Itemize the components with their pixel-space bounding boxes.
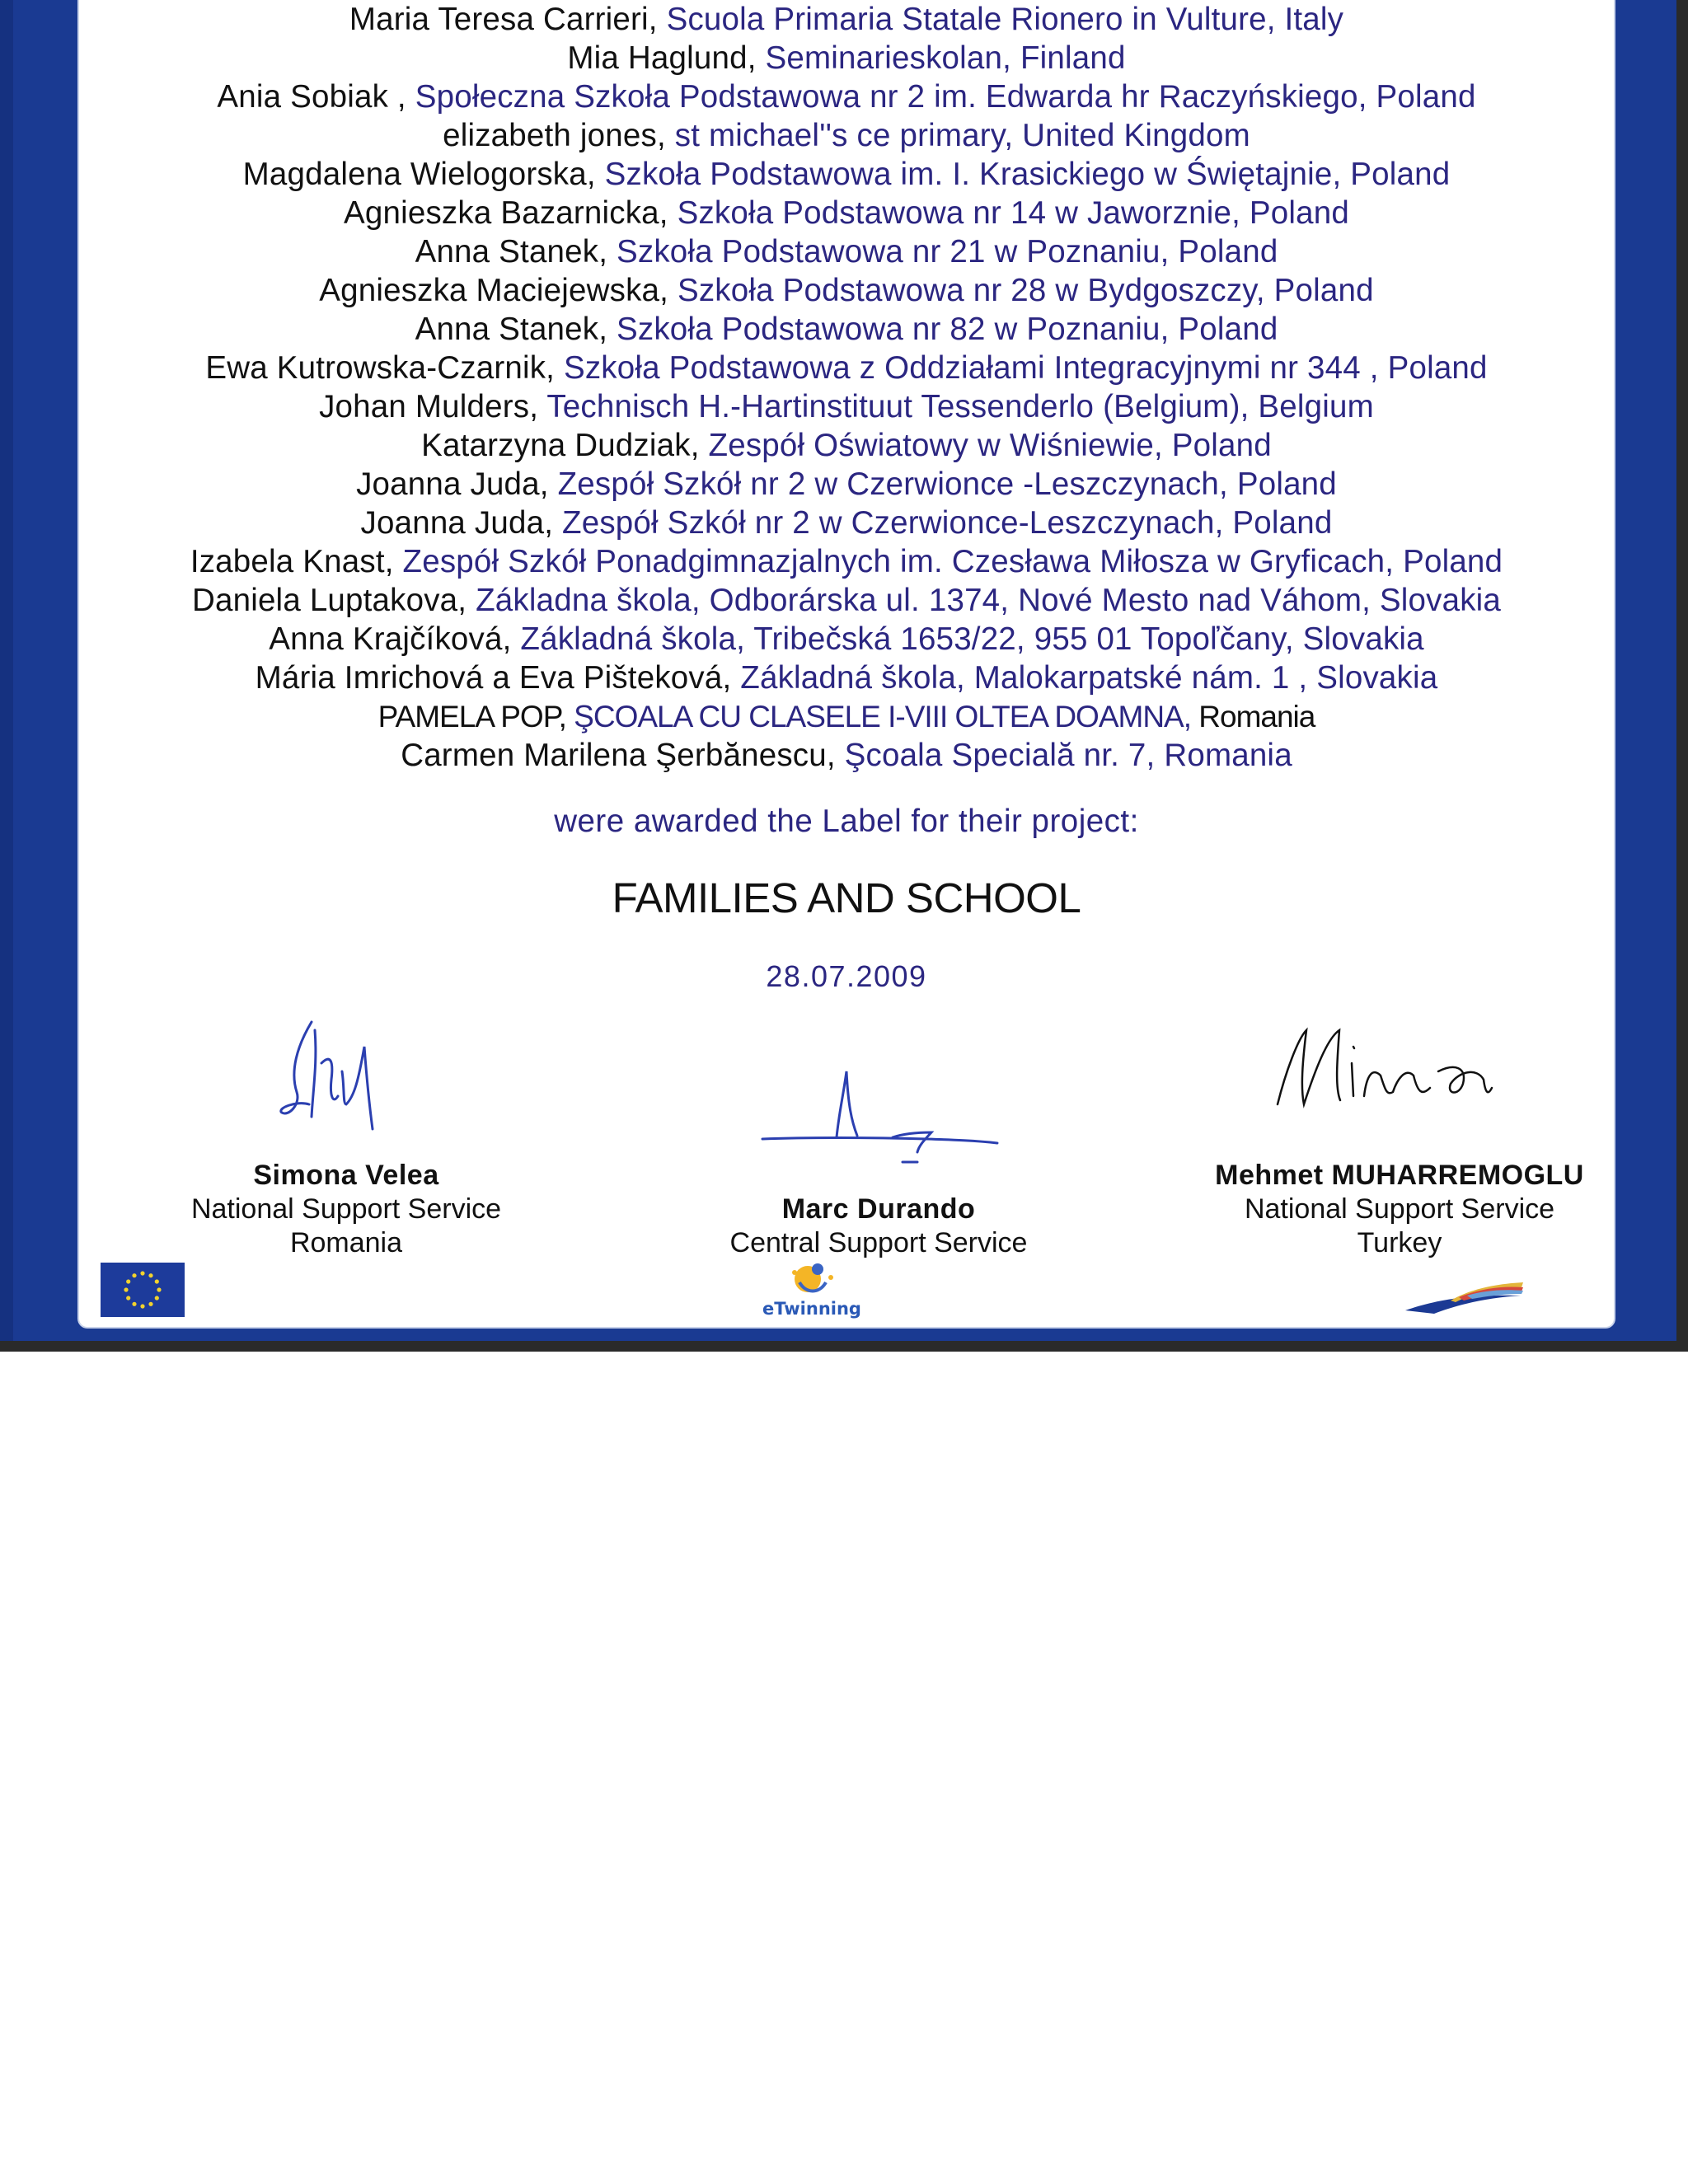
participant-row	[79, 155, 1614, 194]
participant-school: Zespół Oświatowy w Wiśniewie, Poland	[708, 428, 1272, 463]
border-right-edge	[1676, 0, 1688, 1352]
lifelong-learning-icon	[1401, 1276, 1525, 1317]
signer-right	[1169, 1159, 1630, 1260]
participant-name: Carmen Marilena Şerbănescu,	[401, 738, 845, 773]
participant-country: Romania	[1198, 700, 1315, 733]
participant-school: Szkoła Podstawowa im. I. Krasickiego w Świętajnie, Poland	[604, 157, 1451, 192]
participant-row	[79, 77, 1614, 116]
participant-name: Maria Teresa Carrieri,	[349, 2, 667, 37]
participant-row	[79, 736, 1614, 775]
participant-school: Zespół Szkół nr 2 w Czerwionce -Leszczynach, Poland	[557, 466, 1337, 502]
participant-name: Johan Mulders,	[319, 389, 547, 424]
participant-name: Joanna Juda,	[360, 505, 563, 541]
participant-row	[79, 116, 1614, 155]
participant-row	[79, 0, 1614, 39]
participant-name: Ewa Kutrowska-Czarnik,	[205, 350, 564, 386]
participant-row	[79, 620, 1614, 658]
award-statement: were awarded the Label for their project:	[554, 804, 1139, 839]
participant-school: Technisch H.-Hartinstituut Tessenderlo (Belgium), Belgium	[546, 389, 1374, 424]
participant-name: Agnieszka Bazarnicka,	[344, 195, 678, 231]
participant-name: Katarzyna Dudziak,	[421, 428, 709, 463]
signer-center	[648, 1193, 1109, 1260]
participant-row	[79, 697, 1614, 736]
border-bottom-edge	[0, 1341, 1688, 1352]
participant-row	[79, 349, 1614, 387]
signer-role: Central Support Service	[729, 1227, 1028, 1258]
etwinning-logo	[758, 1258, 865, 1320]
project-title: FAMILIES AND SCHOOL	[612, 874, 1081, 921]
participant-school: Seminarieskolan, Finland	[765, 40, 1126, 76]
participant-row	[79, 232, 1614, 271]
participant-name: Anna Stanek,	[415, 312, 617, 347]
signer-role: National Support Service	[190, 1193, 502, 1225]
participant-school: Şcoala Specială nr. 7, Romania	[844, 738, 1292, 773]
participant-row	[79, 271, 1614, 310]
signer-name: Simona Velea	[253, 1160, 439, 1191]
etwinning-icon	[758, 1258, 865, 1301]
participant-school: st michael''s ce primary, United Kingdom	[674, 118, 1250, 153]
participant-row	[79, 581, 1614, 620]
participant-name: Magdalena Wielogorska,	[242, 157, 605, 192]
participant-school: Szkoła Podstawowa nr 21 w Poznaniu, Poland	[617, 234, 1278, 269]
participant-name: Anna Stanek,	[415, 234, 617, 269]
signature-marc-durando	[754, 1063, 1001, 1170]
participants-list	[79, 0, 1614, 775]
participant-row	[79, 465, 1614, 504]
participant-name: Joanna Juda,	[356, 466, 558, 502]
participant-school: Szkoła Podstawowa nr 28 w Bydgoszczy, Poland	[677, 273, 1374, 308]
participant-school: Szkoła Podstawowa nr 82 w Poznaniu, Poland	[617, 312, 1278, 347]
eu-flag-icon	[101, 1263, 185, 1317]
signature-simona-velea	[272, 1014, 412, 1137]
signer-name: Marc Durando	[781, 1193, 976, 1225]
signer-name: Mehmet MUHARREMOGLU	[1215, 1160, 1584, 1191]
participant-school: Szkoła Podstawowa z Oddziałami Integracyjnymi nr 344 , Poland	[563, 350, 1488, 386]
participant-school: Szkoła Podstawowa nr 14 w Jaworznie, Poland	[677, 195, 1349, 231]
participant-school: Základná škola, Tribečská 1653/22, 955 01 Topoľčany, Slovakia	[520, 621, 1424, 657]
participant-school: Základná škola, Malokarpatské nám. 1 , Slovakia	[740, 660, 1438, 696]
participant-row	[79, 310, 1614, 349]
signer-country: Romania	[289, 1227, 403, 1258]
participant-row	[79, 658, 1614, 697]
participant-school: ŞCOALA CU CLASELE I-VIII OLTEA DOAMNA,	[574, 700, 1199, 733]
participant-name: PAMELA POP,	[377, 700, 574, 733]
participant-name: Mia Haglund,	[567, 40, 766, 76]
participant-school: Základna škola, Odborárska ul. 1374, Nové Mesto nad Váhom, Slovakia	[476, 583, 1502, 618]
signer-role: National Support Service	[1244, 1193, 1555, 1225]
participant-row	[79, 194, 1614, 232]
participant-name: Mária Imrichová a Eva Pišteková,	[255, 660, 741, 696]
participant-name: Ania Sobiak ,	[217, 79, 415, 115]
participant-school: Zespół Szkół Ponadgimnazjalnych im. Czesława Miłosza w Gryficach, Poland	[402, 544, 1503, 579]
participant-name: elizabeth jones,	[443, 118, 675, 153]
participant-school: Społeczna Szkoła Podstawowa nr 2 im. Edwarda hr Raczyńskiego, Poland	[415, 79, 1476, 115]
border-left-edge	[0, 0, 13, 1352]
participant-name: Izabela Knast,	[190, 544, 403, 579]
participant-name: Agnieszka Maciejewska,	[319, 273, 678, 308]
participant-name: Daniela Luptakova,	[191, 583, 476, 618]
participant-school: Scuola Primaria Statale Rionero in Vulture, Italy	[666, 2, 1344, 37]
award-date: 28.07.2009	[766, 959, 927, 993]
participant-row	[79, 39, 1614, 77]
participant-row	[79, 387, 1614, 426]
participant-row	[79, 542, 1614, 581]
participant-row	[79, 504, 1614, 542]
signer-country: Turkey	[1357, 1227, 1442, 1258]
etwinning-wordmark: eTwinning	[762, 1299, 861, 1319]
participant-row	[79, 426, 1614, 465]
participant-name: Anna Krajčíková,	[269, 621, 521, 657]
signer-left	[115, 1159, 577, 1260]
signature-mehmet-muharremoglu	[1261, 1014, 1541, 1121]
participant-school: Zespół Szkół nr 2 w Czerwionce-Leszczynach, Poland	[562, 505, 1333, 541]
